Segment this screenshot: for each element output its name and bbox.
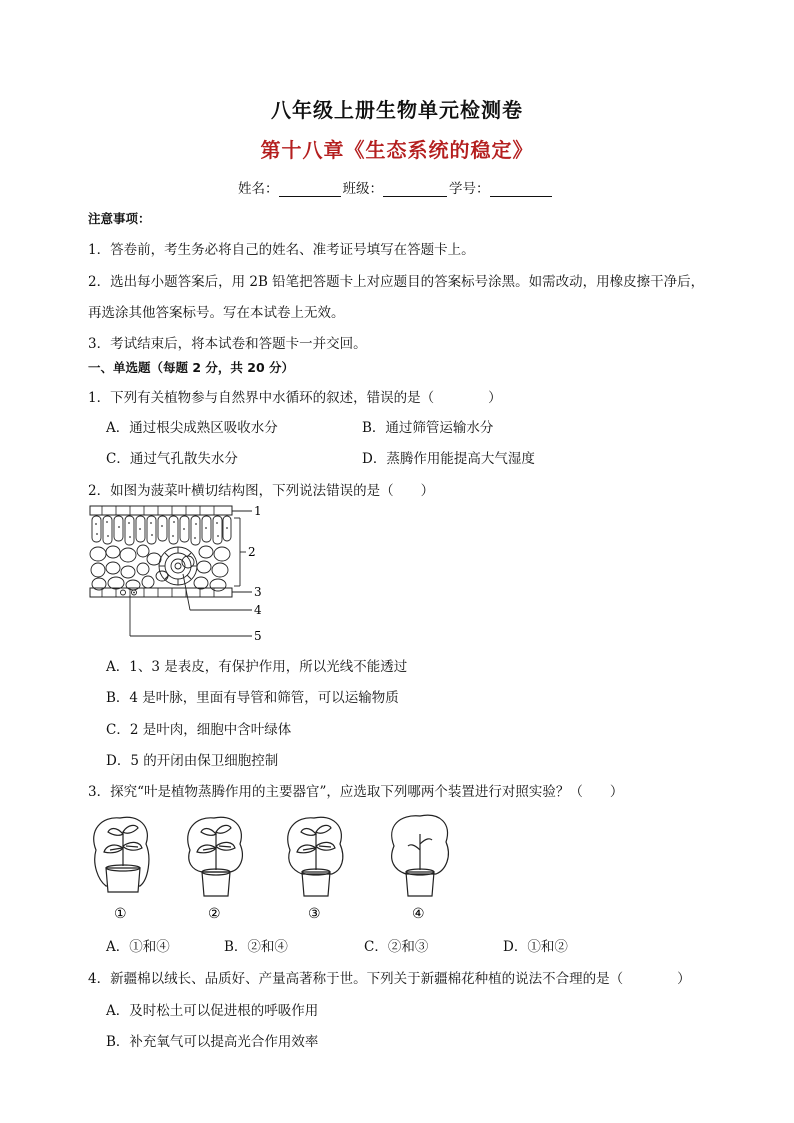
device-2 — [188, 817, 243, 896]
student-info-row — [238, 177, 554, 197]
q3-option-d[interactable]: D．①和② — [503, 939, 568, 955]
chapter-subtitle: 第十八章《生态系统的稳定》 — [260, 138, 534, 162]
class-label: 班级： — [342, 181, 383, 197]
q1-stem: 1．下列有关植物参与自然界中水循环的叙述，错误的是（ ） — [88, 390, 502, 406]
device-label-4: ④ — [412, 906, 425, 922]
q1-option-d[interactable]: D．蒸腾作用能提高大气湿度 — [362, 451, 535, 467]
q1-option-c[interactable]: C．通过气孔散失水分 — [106, 451, 238, 467]
leaf-cross-section-figure — [86, 502, 276, 648]
id-label: 学号： — [449, 181, 490, 197]
q2-option-b[interactable]: B．4 是叶脉，里面有导管和筛管，可以运输物质 — [106, 690, 399, 706]
figure-label-4: 4 — [254, 603, 262, 617]
q4-option-a[interactable]: A．及时松土可以促进根的呼吸作用 — [106, 1003, 319, 1019]
device-1 — [94, 817, 149, 892]
notice-item-1: 1．答卷前，考生务必将自己的姓名、准考证号填写在答题卡上。 — [88, 242, 475, 258]
q3-option-c[interactable]: C．②和③ — [364, 939, 429, 955]
q1-option-a[interactable]: A．通过根尖成熟区吸收水分 — [106, 420, 278, 436]
figure-label-2: 2 — [248, 545, 256, 559]
device-3 — [288, 817, 343, 896]
student-id-field[interactable] — [490, 182, 552, 197]
q3-option-a[interactable]: A．①和④ — [106, 939, 170, 955]
notice-item-2-cont: 再选涂其他答案标号。写在本试卷上无效。 — [88, 305, 345, 321]
notice-heading: 注意事项： — [88, 211, 151, 226]
page-title: 八年级上册生物单元检测卷 — [271, 98, 523, 122]
q1-option-b[interactable]: B．通过筛管运输水分 — [362, 420, 494, 436]
notice-item-2: 2．选出每小题答案后，用 2B 铅笔把答题卡上对应题目的答案标号涂黑。如需改动，用橡皮擦干净后， — [88, 274, 705, 290]
q4-stem: 4．新疆棉以绒长、品质好、产量高著称于世。下列关于新疆棉花种植的说法不合理的是（ ） — [88, 971, 691, 987]
figure-label-5: 5 — [254, 629, 262, 643]
q3-option-b[interactable]: B．②和④ — [224, 939, 288, 955]
section-heading: 一、单选题（每题 2 分，共 20 分） — [88, 360, 295, 375]
device-label-3: ③ — [308, 906, 321, 922]
figure-label-1: 1 — [254, 504, 262, 518]
q2-option-d[interactable]: D．5 的开闭由保卫细胞控制 — [106, 753, 279, 769]
q3-stem: 3．探究“叶是植物蒸腾作用的主要器官”，应选取下列哪两个装置进行对照实验？（ ） — [88, 784, 624, 800]
figure-label-3: 3 — [254, 585, 262, 599]
q2-option-c[interactable]: C．2 是叶肉，细胞中含叶绿体 — [106, 722, 292, 738]
transpiration-devices-figure — [80, 810, 460, 922]
notice-item-3: 3．考试结束后，将本试卷和答题卡一并交回。 — [88, 336, 367, 352]
device-label-1: ① — [114, 906, 127, 922]
name-label: 姓名： — [238, 181, 279, 197]
q4-option-b[interactable]: B．补充氧气可以提高光合作用效率 — [106, 1034, 319, 1050]
device-label-2: ② — [208, 906, 221, 922]
q2-stem: 2．如图为菠菜叶横切结构图，下列说法错误的是（ ） — [88, 483, 435, 499]
class-field[interactable] — [383, 182, 447, 197]
q2-option-a[interactable]: A．1、3 是表皮，有保护作用，所以光线不能透过 — [106, 659, 408, 675]
name-field[interactable] — [279, 182, 341, 197]
device-4 — [392, 815, 449, 896]
